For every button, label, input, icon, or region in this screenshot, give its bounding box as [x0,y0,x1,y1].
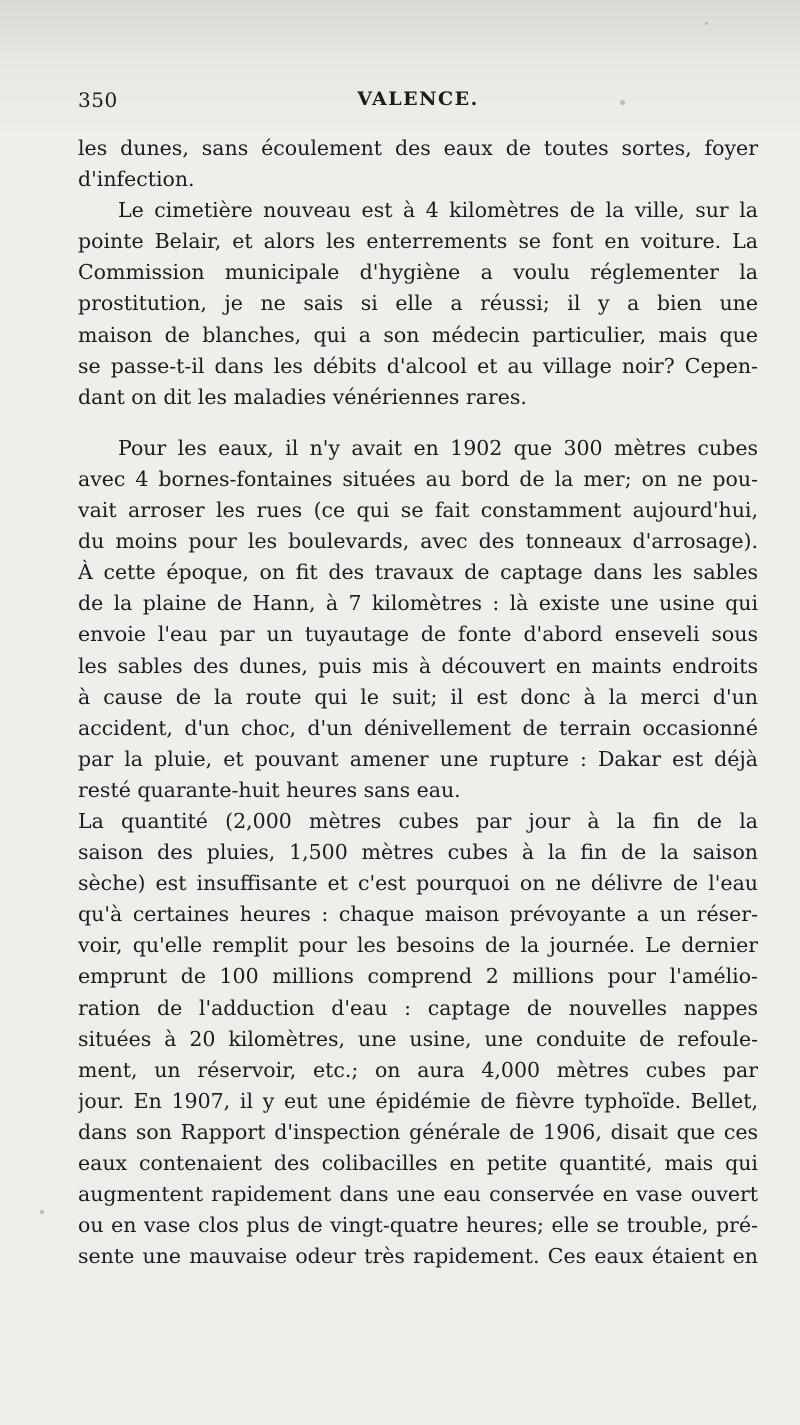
paragraph-gap [78,413,758,433]
page-body [78,133,758,1272]
text-line: ration de l'adduction d'eau : captage de nouvelles nappes [78,995,758,1020]
text-line: ou en vase clos plus de vingt-quatre heures; elle se trouble, pré- [78,1213,758,1238]
text-line: par la pluie, et pouvant amener une rupture : Dakar est déjà [78,746,758,771]
text-line: se passe-t-il dans les débits d'alcool et au village noir? Cepen- [78,353,758,378]
ink-speck [705,22,708,25]
text-line: Commission municipale d'hygiène a voulu réglementer la [78,260,758,285]
text-line: À cette époque, on fit des travaux de captage dans les sables [78,560,758,585]
text-line: vait arroser les rues (ce qui se fait constamment aujourd'hui, [78,498,758,523]
text-line: prostitution, je ne sais si elle a réussi; il y a bien une [78,291,758,316]
page-header [78,88,758,118]
text-line: situées à 20 kilomètres, une usine, une conduite de refoule- [78,1026,758,1051]
paragraph-4 [78,806,758,1272]
running-head: VALENCE. [357,88,479,110]
text-line: du moins pour les boulevards, avec des tonneaux d'arrosage). [78,529,758,554]
ink-speck [40,1210,44,1214]
text-line: Pour les eaux, il n'y avait en 1902 que 300 mètres cubes [118,435,758,460]
text-line: les dunes, sans écoulement des eaux de toutes sortes, foyer [78,136,758,160]
text-line: eaux contenaient des colibacilles en petite quantité, mais qui [78,1151,758,1175]
text-line: sente une mauvaise odeur très rapidement. Ces eaux étaient en [78,1244,758,1269]
text-line: resté quarante-huit heures sans eau. [78,777,461,802]
text-line: emprunt de 100 millions comprend 2 millions pour l'amélio- [78,964,758,989]
text-line: sèche) est insuffisante et c'est pourquoi on ne délivre de l'eau [78,871,758,896]
text-line: à cause de la route qui le suit; il est donc à la merci d'un [78,684,758,709]
text-line: jour. En 1907, il y eut une épidémie de fièvre typhoïde. Bellet, [78,1088,758,1113]
text-line: maison de blanches, qui a son médecin particulier, mais que [78,322,758,347]
text-line: augmentent rapidement dans une eau conservée en vase ouvert [78,1182,758,1207]
text-line: d'infection. [78,167,195,192]
text-line: voir, qu'elle remplit pour les besoins de la journée. Le dernier [78,933,758,958]
text-line: avec 4 bornes-fontaines situées au bord de la mer; on ne pou- [78,466,758,491]
text-line: pointe Belair, et alors les enterrements se font en voiture. La [78,229,758,254]
page-number: 350 [78,88,118,112]
text-line: les sables des dunes, puis mis à découvert en maints endroits [78,653,758,678]
text-line: dans son Rapport d'inspection générale de 1906, disait que ces [78,1119,758,1144]
paragraph-3 [78,433,758,806]
paragraph-1 [78,133,758,195]
text-line: de la plaine de Hann, à 7 kilomètres : là existe une usine qui [78,591,758,616]
text-line: Le cimetière nouveau est à 4 kilomètres de la ville, sur la [118,198,758,223]
text-line: accident, d'un choc, d'un dénivellement de terrain occasionné [78,715,758,740]
text-line: qu'à certaines heures : chaque maison prévoyante a un réser- [78,902,758,927]
text-line: ment, un réservoir, etc.; on aura 4,000 mètres cubes par [78,1057,758,1082]
text-line: envoie l'eau par un tuyautage de fonte d'abord enseveli sous [78,622,758,647]
paragraph-2 [78,195,758,413]
text-line: dant on dit les maladies vénériennes rares. [78,384,527,409]
text-line: La quantité (2,000 mètres cubes par jour à la fin de la [78,808,758,833]
text-line: saison des pluies, 1,500 mètres cubes à la fin de la saison [78,840,758,865]
